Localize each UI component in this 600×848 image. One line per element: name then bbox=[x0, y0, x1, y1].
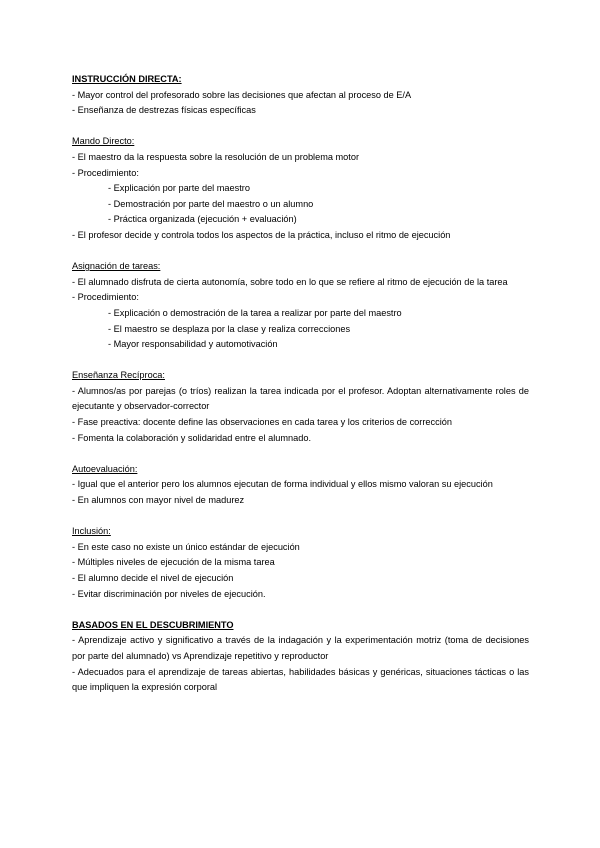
section-instruccion-directa bbox=[72, 72, 529, 119]
bullet-line: - Procedimiento: bbox=[72, 167, 139, 178]
subsection-title: Asignación de tareas: bbox=[72, 261, 161, 272]
bullet-line: - El alumnado disfruta de cierta autonomía, sobre todo en lo que se refiere al ritmo de ejecución de la tarea bbox=[72, 276, 508, 287]
sub-bullet-line: - Práctica organizada (ejecución + evaluación) bbox=[108, 214, 297, 225]
subsection-title: Inclusión: bbox=[72, 526, 111, 537]
section-autoevaluacion bbox=[72, 462, 529, 509]
bullet-line: - En este caso no existe un único estándar de ejecución bbox=[72, 541, 300, 552]
bullet-line: - El maestro da la respuesta sobre la resolución de un problema motor bbox=[72, 151, 360, 162]
bullet-line: - Igual que el anterior pero los alumnos ejecutan de forma individual y ellos mismo valoran su ejecución bbox=[72, 479, 493, 490]
bullet-line: - Fase preactiva: docente define las observaciones en cada tarea y los criterios de corrección bbox=[72, 417, 452, 428]
subsection-title: Mando Directo: bbox=[72, 136, 135, 147]
bullet-line: - Procedimiento: bbox=[72, 292, 139, 303]
bullet-line: - Alumnos/as por parejas (o tríos) realizan la tarea indicada por el profesor. Adoptan alternativamente roles de ejecutante y observador-corrector bbox=[72, 385, 529, 412]
bullet-line: - Enseñanza de destrezas físicas específicas bbox=[72, 105, 256, 116]
section-ensenanza-reciproca bbox=[72, 368, 529, 446]
bullet-line: - Evitar discriminación por niveles de ejecución. bbox=[72, 588, 266, 599]
bullet-line: - El profesor decide y controla todos los aspectos de la práctica, incluso el ritmo de ejecución bbox=[72, 229, 451, 240]
bullet-line: - Múltiples niveles de ejecución de la misma tarea bbox=[72, 557, 275, 568]
bullet-line: - Aprendizaje activo y significativo a través de la indagación y la experimentación motriz (toma de decisiones por parte del alumnado) vs Aprendizaje repetitivo y reproductor bbox=[72, 635, 529, 661]
section-title: BASADOS EN EL DESCUBRIMIENTO bbox=[72, 619, 234, 630]
subsection-title: Enseñanza Recíproca: bbox=[72, 370, 165, 381]
bullet-line: - Fomenta la colaboración y solidaridad entre el alumnado. bbox=[72, 432, 312, 443]
document-page bbox=[72, 72, 529, 696]
bullet-line: - Mayor control del profesorado sobre las decisiones que afectan al proceso de E/A bbox=[72, 89, 412, 100]
section-title: INSTRUCCIÓN DIRECTA: bbox=[72, 74, 182, 84]
sub-bullet-line: - Explicación por parte del maestro bbox=[108, 183, 250, 194]
section-basados-descubrimiento bbox=[72, 618, 529, 696]
bullet-line: - El alumno decide el nivel de ejecución bbox=[72, 573, 234, 583]
bullet-line: - Adecuados para el aprendizaje de tareas abiertas, habilidades básicas y genéricas, situaciones tácticas o las que impliquen la expresión corporal bbox=[72, 666, 529, 693]
section-mando-directo bbox=[72, 134, 529, 243]
sub-bullet-line: - Demostración por parte del maestro o un alumno bbox=[108, 198, 314, 209]
section-inclusion bbox=[72, 524, 529, 602]
sub-bullet-line: - Mayor responsabilidad y automotivación bbox=[108, 339, 278, 350]
sub-bullet-line: - Explicación o demostración de la tarea a realizar por parte del maestro bbox=[108, 307, 402, 318]
subsection-title: Autoevaluación: bbox=[72, 463, 138, 474]
bullet-line: - En alumnos con mayor nivel de madurez bbox=[72, 495, 245, 506]
sub-bullet-line: - El maestro se desplaza por la clase y realiza correcciones bbox=[108, 323, 351, 334]
section-asignacion-tareas bbox=[72, 259, 529, 353]
